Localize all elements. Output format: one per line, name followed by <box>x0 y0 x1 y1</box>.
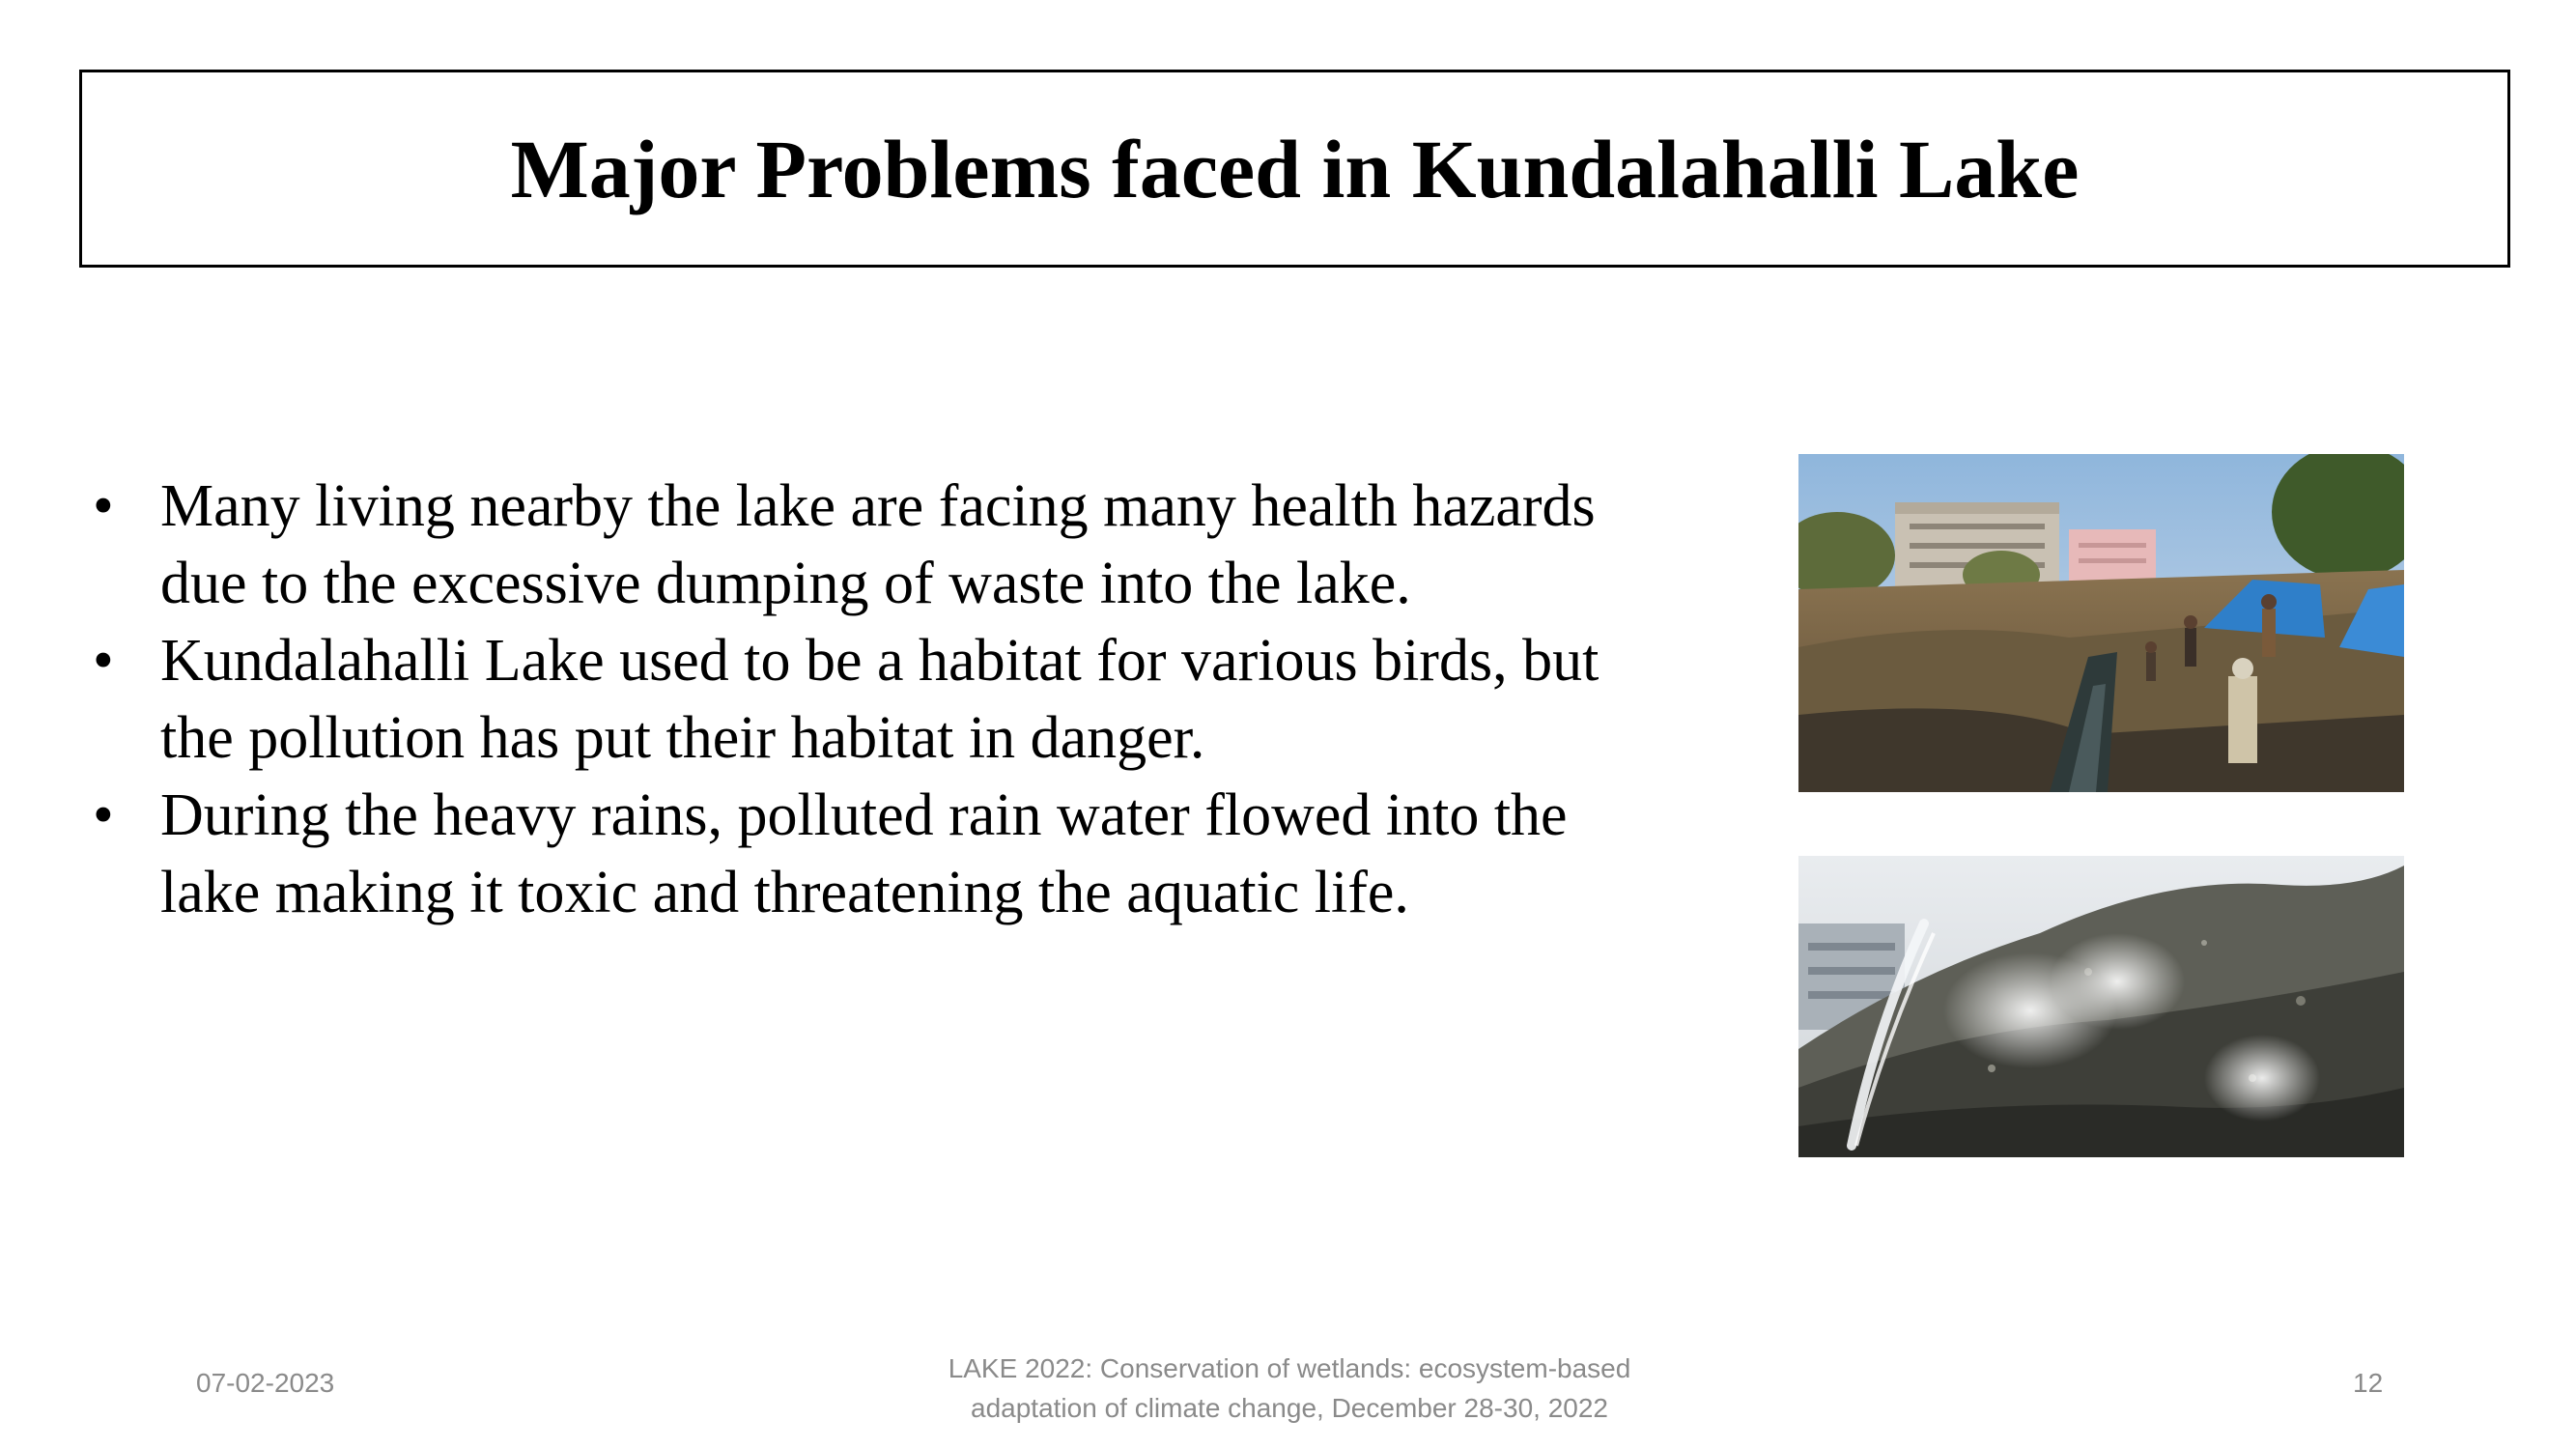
title-box <box>79 70 2510 268</box>
bullet-dot: • <box>93 782 114 848</box>
bullet-text: During the heavy rains, polluted rain water flowed into the lake making it toxic and threatening the aquatic life. <box>160 782 1568 925</box>
footer-conference-line1: LAKE 2022: Conservation of wetlands: ecosystem-based <box>948 1353 1631 1383</box>
bullet-list <box>93 468 1677 931</box>
bullet-item <box>93 777 1677 931</box>
slide-title: Major Problems faced in Kundalahalli Lake <box>510 122 2080 215</box>
footer-conference-line2: adaptation of climate change, December 28-30, 2022 <box>971 1393 1608 1423</box>
footer-date: 07-02-2023 <box>196 1368 335 1398</box>
bullet-dot: • <box>93 473 114 539</box>
lake-excavation-photo <box>1798 454 2404 792</box>
bullet-dot: • <box>93 628 114 694</box>
burning-waste-photo <box>1798 856 2404 1157</box>
lake-excavation-illustration <box>1798 454 2404 792</box>
bullet-item <box>93 468 1677 622</box>
bullet-text: Kundalahalli Lake used to be a habitat for various birds, but the pollution has put their habitat in danger. <box>160 628 1599 771</box>
bullet-item <box>93 622 1677 777</box>
footer-page-number: 12 <box>2353 1368 2384 1398</box>
bullet-text: Many living nearby the lake are facing many health hazards due to the excessive dumping of waste into the lake. <box>160 473 1596 616</box>
burning-waste-illustration <box>1798 856 2404 1157</box>
footer-conference <box>869 1349 1710 1428</box>
